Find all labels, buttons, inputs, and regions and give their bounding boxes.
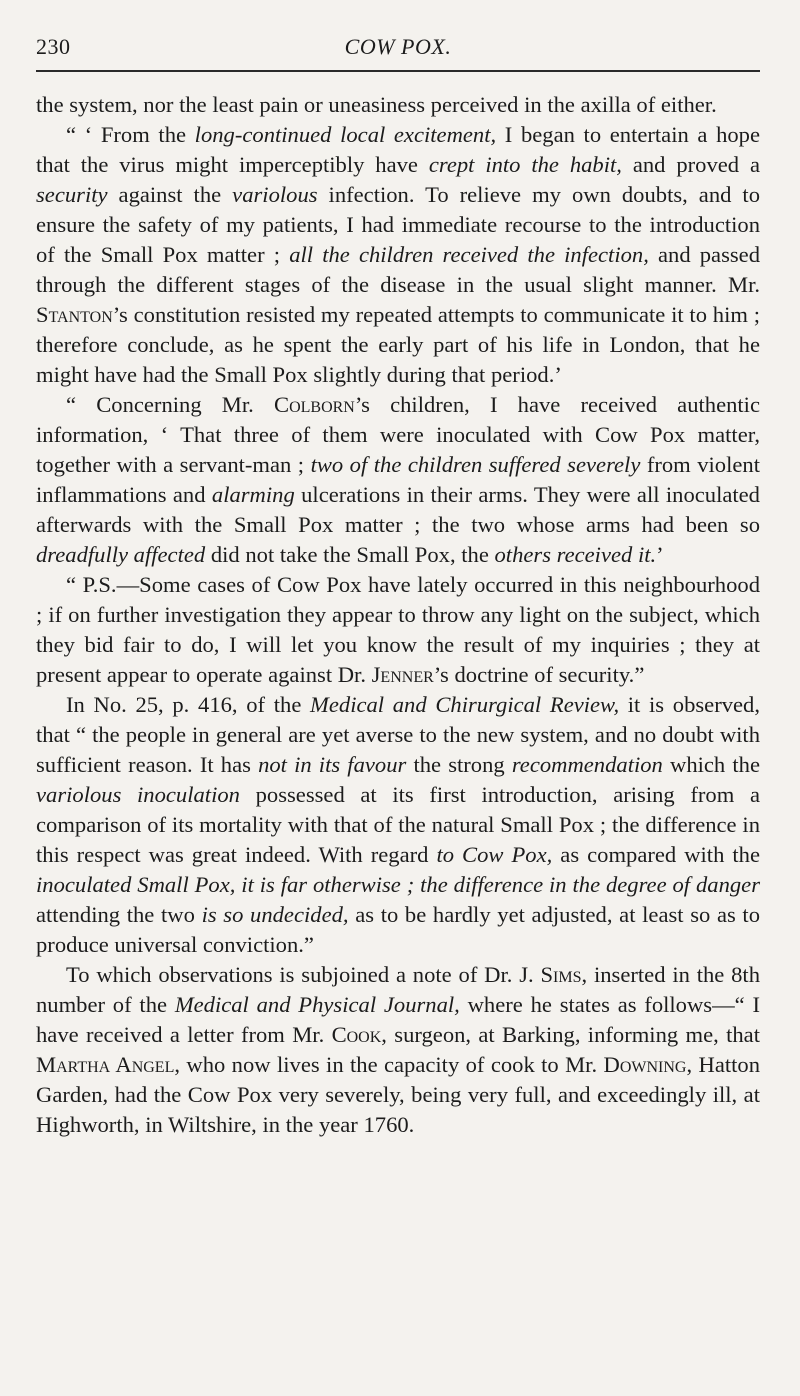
italic-text: recommendation [511,752,663,777]
italic-text: Medical and Chirurgical Review, [310,692,620,717]
text-run: as to be hardly yet adjusted, at least so as to produce universal conviction.” [36,902,761,957]
small-caps-name: Downing [603,1052,687,1077]
italic-text: alarming [211,482,295,507]
text-run: from violent inflammations and [36,452,760,507]
text-run: In No. 25, p. 416, of the [66,692,311,717]
small-caps-name: Sims [540,962,582,987]
paragraph [36,570,760,690]
text-run: ’ [656,542,664,567]
text-run: infection. To relieve my own doubts, and to ensure the safety of my patients, I had immediate recourse to the introduction of the Small Pox matter ; [36,182,761,267]
italic-text: dreadfully affected [36,542,206,567]
small-caps-name: Jenner [371,662,434,687]
body-text [36,90,760,1140]
text-run: possessed at its first introduction, arising from a comparison of its mortality with that of the natural Small Pox ; the difference in this respect was great indeed. With regard [36,782,760,867]
text-run: against the [107,182,233,207]
text-run: ’s constitution resisted my repeated attempts to communicate it to him ; therefore conclude, as he spent the early part of his life in London, that he might have had the Small Pox slightly during that period.’ [36,302,760,387]
text-run: ’s children, I have received authentic information, ‘ That three of them were inoculated with Cow Pox matter, together with a servant-man ; [36,392,760,477]
text-run: and passed through the different stages of the disease in the usual slight manner. Mr. [36,242,761,297]
text-run: did not take the Small Pox, the [205,542,495,567]
text-run: it is observed, that “ the people in general are yet averse to the new system, and no doubt with sufficient reason. It has [36,692,760,777]
text-run: where he states as follows—“ I have received a letter from Mr. [36,992,761,1047]
text-run: ’s doctrine of security.” [433,662,645,687]
italic-text: variolous inoculation [36,782,240,807]
text-run: To which observations is subjoined a note of Dr. J. [66,962,541,987]
italic-text: security [36,182,108,207]
italic-text: Medical and Physical Journal, [174,992,460,1017]
paragraph [36,690,760,960]
text-run: ulcerations in their arms. They were all inoculated afterwards with the Small Pox matter ; the two whose arms had been so [36,482,760,537]
italic-text: two of the children suffered severely [310,452,641,477]
text-run: which the [662,752,760,777]
paragraph [36,390,760,570]
text-run: the strong [406,752,512,777]
running-head: COW POX. [344,34,452,59]
text-run: the system, nor the least pain or uneasiness perceived in the axilla of either. [36,92,717,117]
text-run: “ P.S.—Some cases of Cow Pox have lately occurred in this neighbourhood ; if on further investigation they appear to throw any light on the subject, which they bid fair to do, I will let you know the result of my inquiries ; they at present appear to operate against Dr. [36,572,760,687]
text-run: and proved a [621,152,760,177]
text-run: “ ‘ From the [66,122,195,147]
page-header [36,30,760,64]
small-caps-name: Cook [331,1022,382,1047]
header-rule [36,70,760,72]
paragraph [36,960,760,1140]
italic-text: variolous [232,182,318,207]
italic-text: crept into the habit, [428,152,622,177]
small-caps-name: Martha Angel [36,1052,175,1077]
italic-text: inoculated Small Pox, it is far otherwise ; the difference in the degree of danger [36,872,760,897]
text-run: “ Concerning Mr. [66,392,274,417]
small-caps-name: Stanton [36,302,113,327]
italic-text: is so undecided, [201,902,349,927]
text-run: I began to entertain a hope that the virus might imperceptibly have [36,122,761,177]
italic-text: all the children received the infection, [289,242,649,267]
text-run: , surgeon, at Barking, informing me, that [381,1022,760,1047]
page-number: 230 [36,34,71,59]
italic-text: to Cow Pox, [436,842,553,867]
text-run: attending the two [36,902,202,927]
text-run: , inserted in the 8th number of the [36,962,761,1017]
italic-text: not in its favour [258,752,407,777]
text-run: as compared with the [552,842,761,867]
paragraph [36,90,760,120]
text-run: , Hatton Garden, had the Cow Pox very severely, being very full, and exceedingly ill, at Highworth, in Wiltshire, in the year 1760. [36,1052,760,1137]
text-run: , who now lives in the capacity of cook to Mr. [174,1052,604,1077]
italic-text: long-continued local excitement, [194,122,497,147]
paragraph [36,120,760,390]
italic-text: others received it. [494,542,657,567]
small-caps-name: Colborn [274,392,355,417]
